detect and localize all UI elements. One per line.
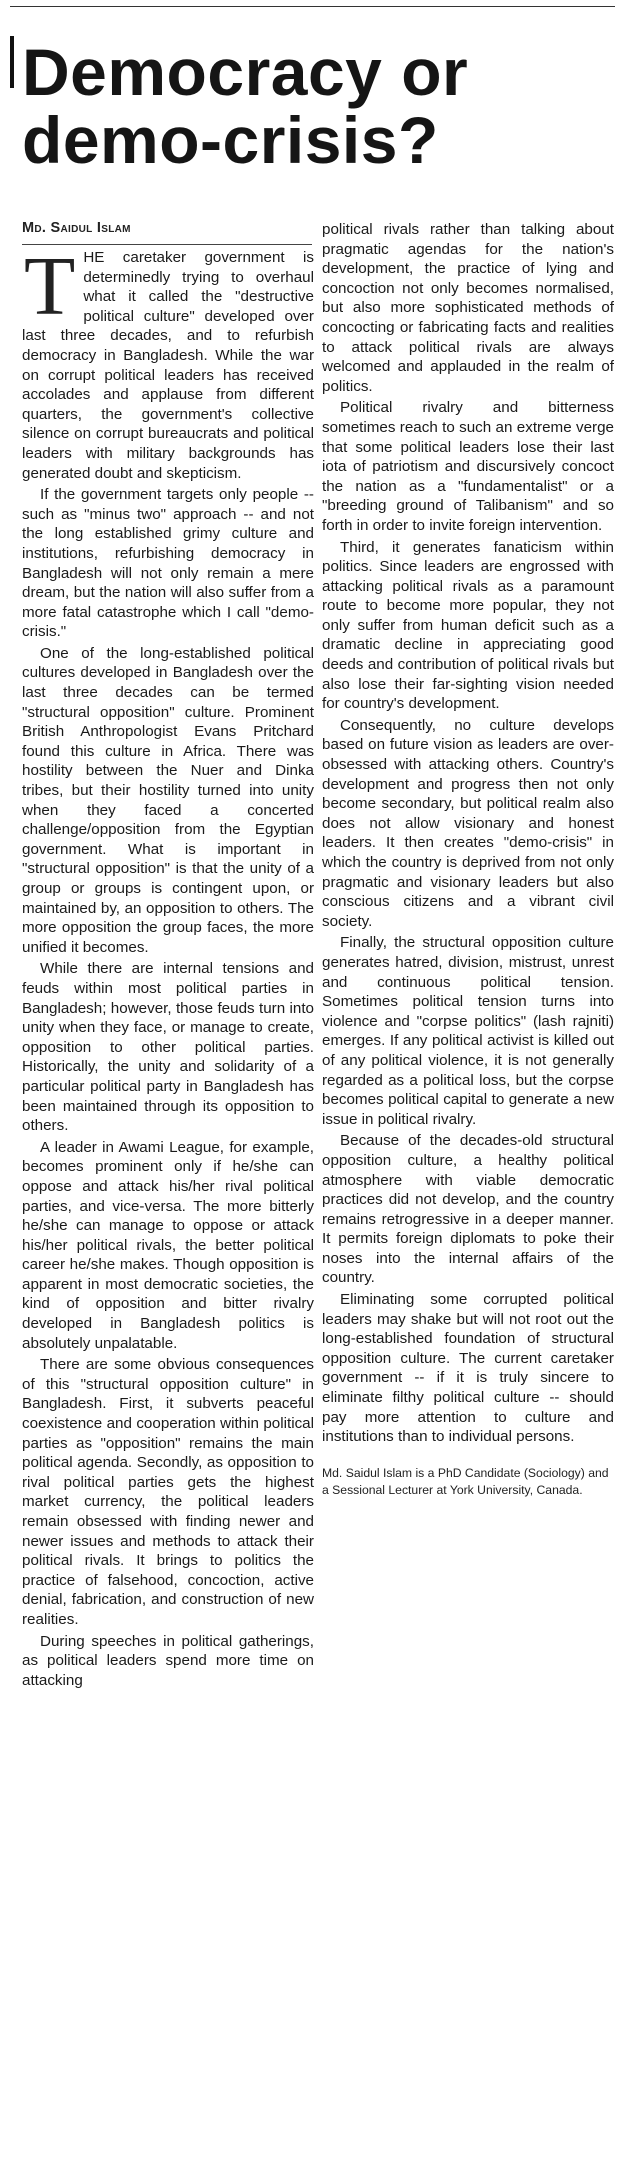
author-note: Md. Saidul Islam is a PhD Candidate (Sociology) and a Sessional Lecturer at York University, Canada. bbox=[322, 1465, 609, 1497]
byline: Md. Saidul Islam bbox=[22, 220, 131, 236]
article-paragraph: Eliminating some corrupted political leaders may shake but will not root out the long-established foundation of structural opposition culture. The current caretaker government -- if it is truly sincere to eliminate filthy political culture -- should pay more attention to culture and institutions than to individual persons. bbox=[322, 1291, 614, 1446]
article-paragraph: Consequently, no culture develops based on future vision as leaders are over-obsessed with attacking others. Country's development and progress then not only become secondary, but political realm also does not allow visionary and honest leaders. It then creates "demo-crisis" in which the country is deprived from not only pragmatic and visionary leaders but also conscious citizens and a vibrant civil society. bbox=[322, 716, 614, 930]
article-column-right bbox=[322, 220, 614, 1501]
article-paragraph: There are some obvious consequences of this "structural opposition culture" in Bangladesh. First, it subverts peaceful coexistence and cooperation within political parties as "opposition" remains the main political agenda. Secondly, as opposition to rival political parties gets the highest market currency, the political leaders remain obsessed with finding newer and newer issues and methods to attack their political rivals. It brings to politics the practice of falsehood, concoction, active denial, fabrication, and construction of new realities. bbox=[22, 1356, 314, 1628]
article-paragraph: political rivals rather than talking about pragmatic agendas for the nation's development, the practice of lying and concoction not only becomes normalised, but also more sophisticated methods of concocting or fabricating facts and realities to attack political rivals are always welcomed and applauded in the realm of politics. bbox=[322, 221, 614, 395]
article-paragraph: Because of the decades-old structural opposition culture, a healthy political atmosphere with viable democratic practices did not develop, and the country remains retrogressive in a deeper manner. It permits foreign diplomats to poke their noses into the internal affairs of the country. bbox=[322, 1132, 614, 1287]
article-paragraph bbox=[22, 240, 314, 483]
top-rule bbox=[10, 6, 615, 7]
paragraph-text: HE caretaker government is determinedly trying to overhaul what it called the "destructive political culture" developed over last three decades, and to refurbish democracy in Bangladesh. While the war on corrupt political leaders has received accolades and applause from different quarters, the government's collective silence on corrupt bureaucrats and political leaders with military backgrounds has generated doubt and skepticism. bbox=[22, 249, 314, 482]
article-paragraph: A leader in Awami League, for example, becomes prominent only if he/she can oppose and attack his/her rival political parties, and vice-versa. The more bitterly he/she can manage to oppose or attack his/her political rivals, the better political career he/she makes. Though opposition is apparent in most democratic societies, the kind of opposition and bitter rivalry developed in Bangladesh politics is absolutely unpalatable. bbox=[22, 1138, 314, 1352]
article-paragraph: One of the long-established political cultures developed in Bangladesh over the last three decades can be termed "structural opposition" culture. Prominent British Anthropologist Evans Pritchard found this culture in Africa. There was hostility between the Nuer and Dinka tribes, but their hostility turned into unity when they faced a concerted challenge/opposition from the Egyptian government. What is important in "structural opposition" is that the unity of a group or groups is contingent upon, or maintained by, an opposition to others. The more opposition the group faces, the more unified it becomes. bbox=[22, 644, 314, 956]
article-paragraph: During speeches in political gatherings, as political leaders spend more time on attacking bbox=[22, 1632, 314, 1689]
headline: Democracy or demo-crisis? bbox=[22, 35, 469, 177]
article-paragraph: Finally, the structural opposition culture generates hatred, division, mistrust, unrest and continuous political tension. Sometimes political tension turns into violence and "corpse politics" (lash rajniti) emerges. If any political activist is killed out of any political violence, it is not generally regarded as a political loss, but the corpse becomes political capital to generate a new issue in political rivalry. bbox=[322, 934, 614, 1128]
headline-side-rule bbox=[10, 36, 14, 88]
article-column-left bbox=[22, 240, 314, 1692]
article-paragraph: Political rivalry and bitterness sometimes reach to such an extreme verge that some political leaders lose their last iota of patriotism and discursively concoct the nation as a "fundamentalist" or a "breeding ground of Talibanism" and so forth in order to invite foreign intervention. bbox=[322, 399, 614, 534]
article-paragraph: While there are internal tensions and feuds within most political parties in Bangladesh; however, those feuds turn into unity when they face, or manage to create, opposition to other political parties. Historically, the unity and solidarity of a particular political party in Bangladesh has been maintained through its opposition to others. bbox=[22, 960, 314, 1135]
article-paragraph: Third, it generates fanaticism within politics. Since leaders are engrossed with attacking political rivals as a paramount route to become more popular, they not only suffer from human deficit such as a dramatic decline in appreciating good deeds and contribution of political rivals but also lose their far-sighting vision needed for country's development. bbox=[322, 538, 614, 713]
article-paragraph: If the government targets only people -- such as "minus two" approach -- and not the long established grimy culture and institutions, refurbishing democracy in Bangladesh will not only remain a mere dream, but the nation will also suffer from a more fatal catastrophe which I call "demo-crisis." bbox=[22, 486, 314, 641]
drop-cap: T bbox=[24, 240, 76, 333]
